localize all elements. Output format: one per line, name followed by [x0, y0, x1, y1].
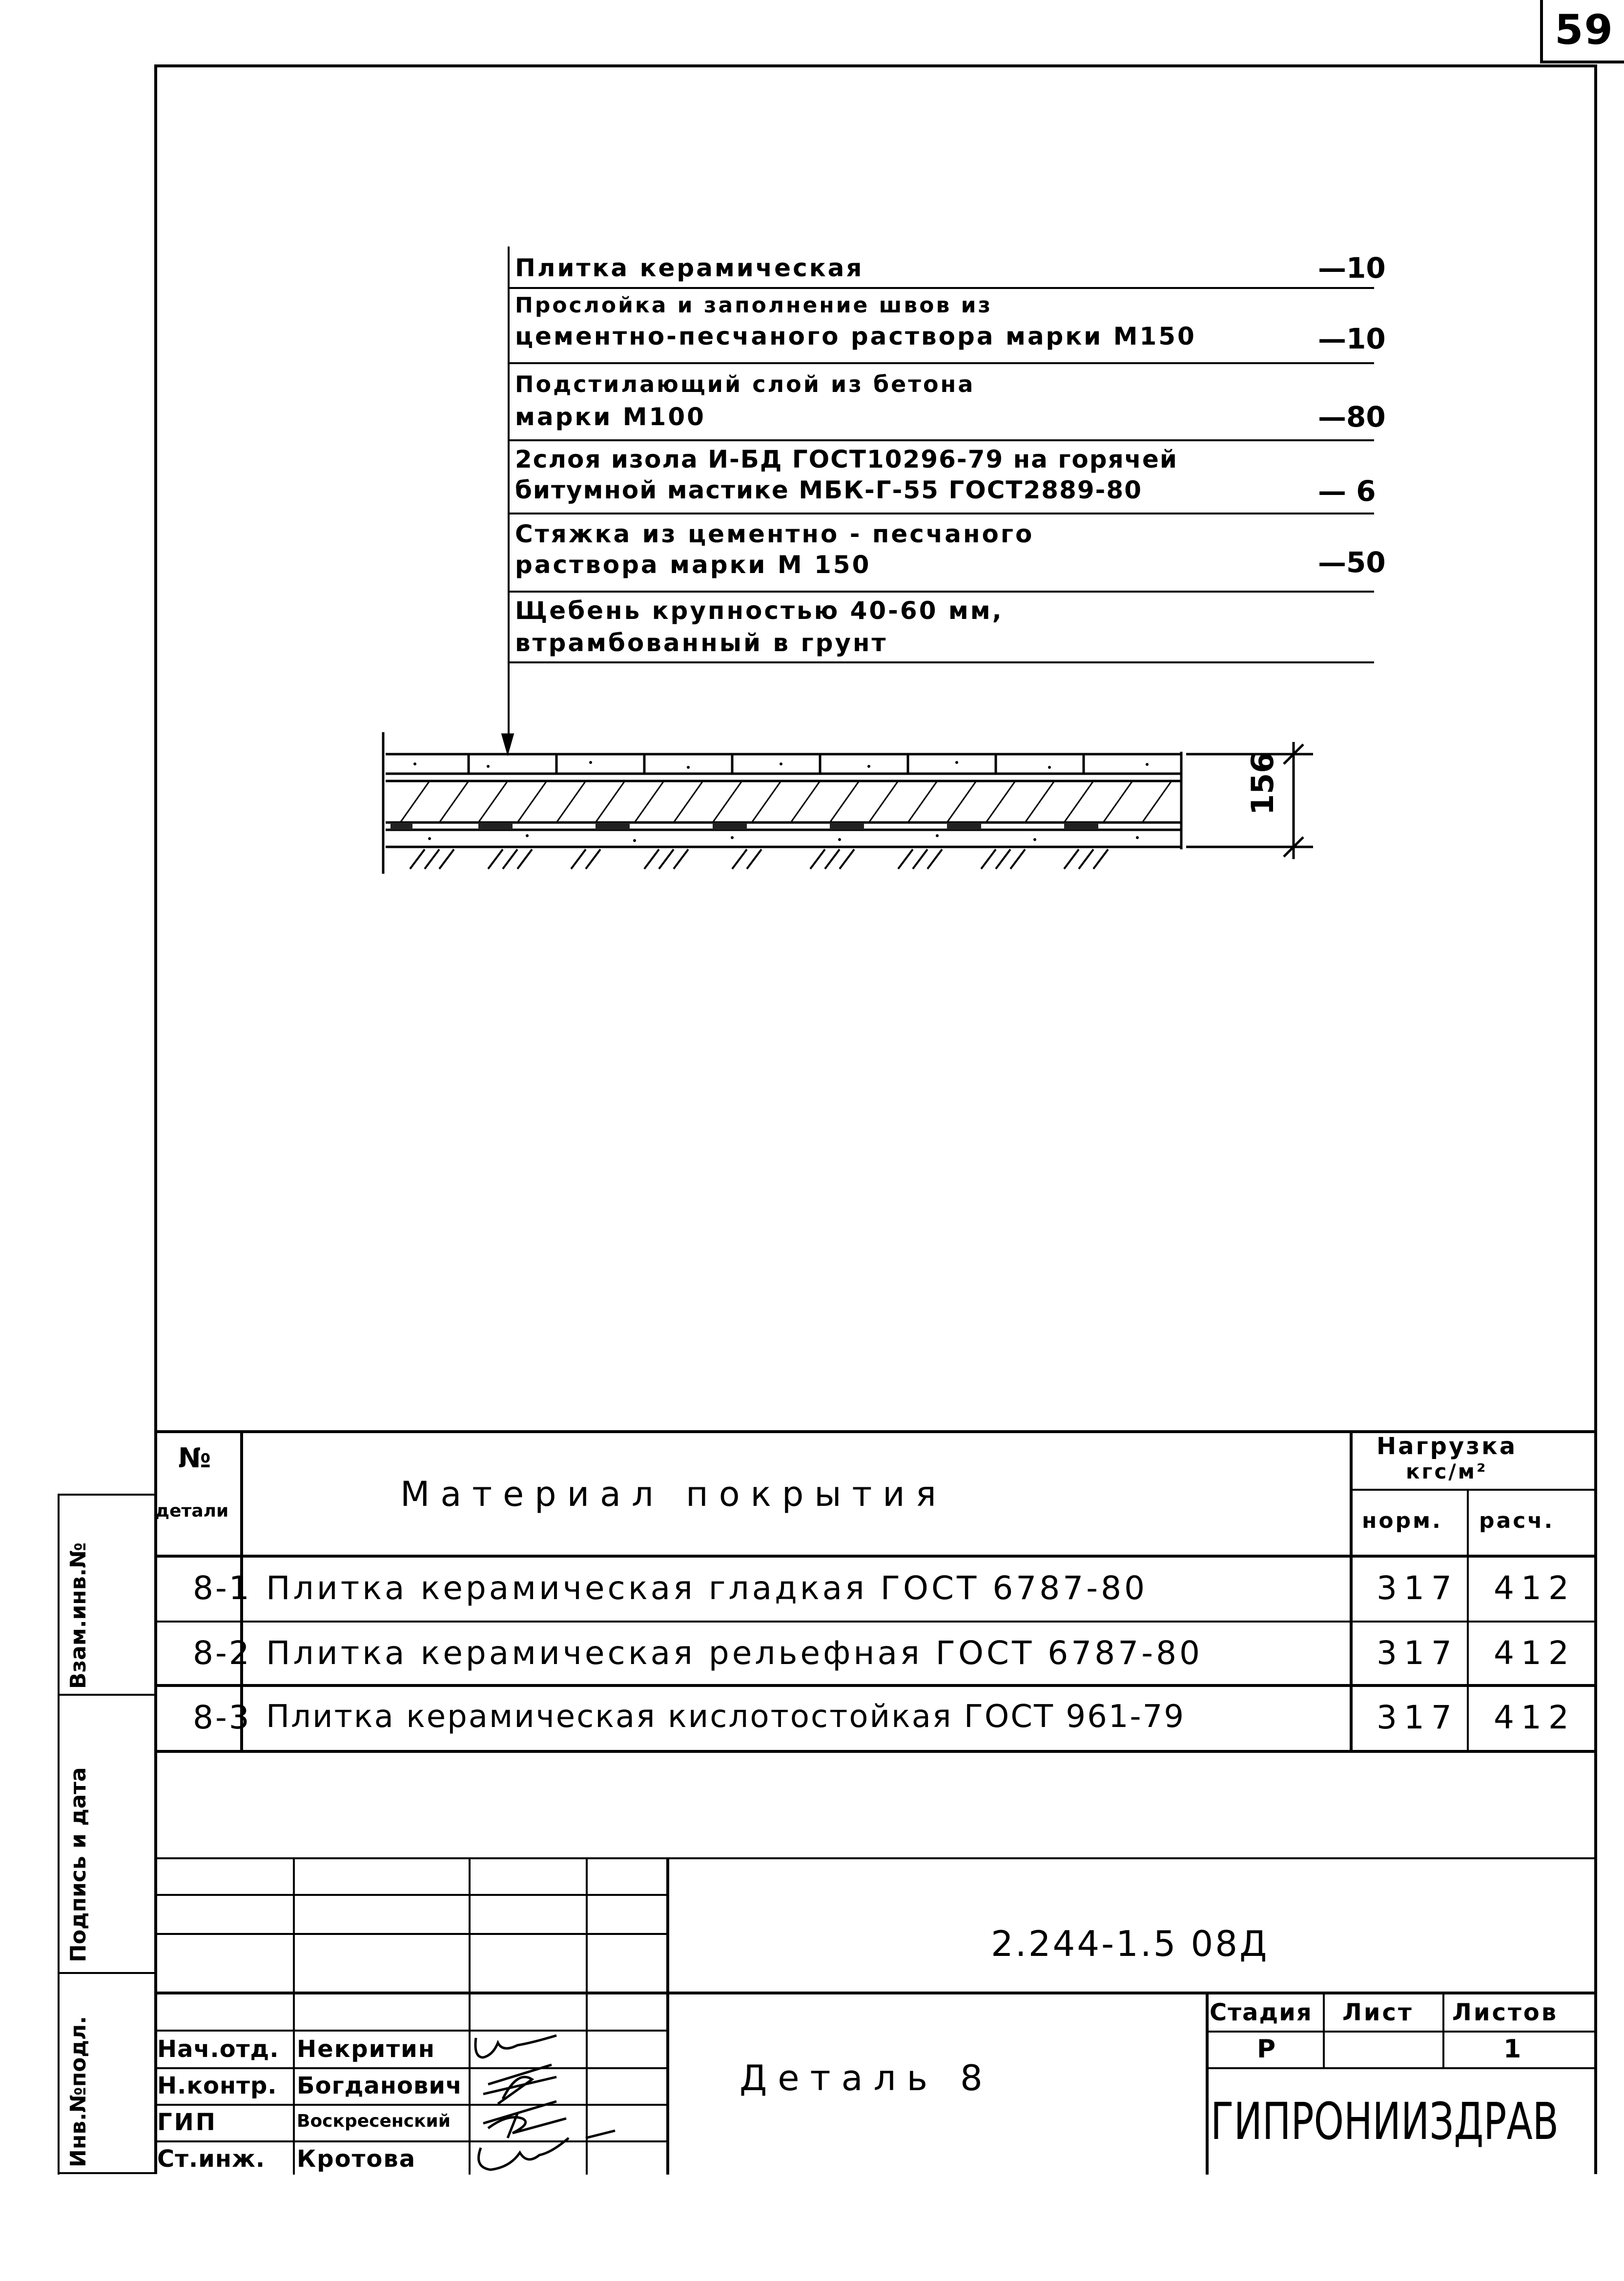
- side-label-signature-date: Подпись и дата: [66, 1767, 91, 1962]
- layer-4-label-line2: битумной мастике МБК-Г-55 ГОСТ2889-80: [515, 476, 1142, 504]
- signer-role: Ст.инж.: [157, 2145, 266, 2173]
- layer-4-thickness: — 6: [1318, 474, 1376, 508]
- layer-3-thickness: —80: [1318, 400, 1386, 433]
- layer-3-label-line2: марки М100: [515, 403, 706, 431]
- row-norm: 317: [1377, 1699, 1459, 1736]
- stage-label: Стадия: [1210, 1999, 1313, 2026]
- organization: ГИПРОНИИЗДРАВ: [1211, 2092, 1559, 2151]
- row-norm: 317: [1377, 1634, 1459, 1672]
- row-no: 8-3: [193, 1699, 251, 1736]
- side-label-inv-podl: Инв.№подл.: [66, 2016, 91, 2167]
- row-calc: 412: [1494, 1569, 1576, 1607]
- col-norm-header: норм.: [1362, 1508, 1442, 1533]
- sheets-label: Листов: [1452, 1999, 1559, 2026]
- layer-2-thickness: —10: [1318, 322, 1386, 355]
- layer-2-label-line1: Прослойка и заполнение швов из: [515, 293, 993, 318]
- layer-5-label-line2: раствора марки М 150: [515, 551, 871, 579]
- layer-1-label: Плитка керамическая: [515, 254, 864, 282]
- col-no-header-l2: детали: [155, 1501, 229, 1521]
- row-material: Плитка керамическая гладкая ГОСТ 6787-80: [266, 1569, 1148, 1607]
- col-calc-header: расч.: [1479, 1508, 1555, 1533]
- stage-value: Р: [1257, 2034, 1278, 2064]
- row-calc: 412: [1494, 1634, 1576, 1672]
- layer-5-thickness: —50: [1318, 546, 1386, 579]
- row-material: Плитка керамическая кислотостойкая ГОСТ 961-79: [266, 1699, 1186, 1735]
- col-load-header-l2: кгс/м²: [1406, 1459, 1488, 1483]
- page-number: 59: [1555, 6, 1614, 54]
- signer-role: Нач.отд.: [157, 2035, 279, 2063]
- row-calc: 412: [1494, 1699, 1576, 1736]
- row-no: 8-1: [193, 1569, 251, 1607]
- row-norm: 317: [1377, 1569, 1459, 1607]
- signer-name: Некритин: [297, 2035, 435, 2063]
- layer-3-label-line1: Подстилающий слой из бетона: [515, 371, 975, 397]
- layer-2-label-line2: цементно-песчаного раствора марки М150: [515, 322, 1196, 350]
- signature-4: [479, 2131, 616, 2170]
- document-code: 2.244-1.5 08Д: [991, 1923, 1269, 1964]
- col-no-header-l1: №: [178, 1442, 213, 1474]
- dimension-label: 156: [1245, 752, 1280, 815]
- layer-6-label-line2: втрамбованный в грунт: [515, 629, 888, 657]
- row-no: 8-2: [193, 1634, 251, 1672]
- side-label-vzam-inv: Взам.инв.№: [66, 1542, 91, 1689]
- sheets-value: 1: [1503, 2034, 1523, 2064]
- signer-name: Кротова: [297, 2145, 416, 2173]
- drawing-title: Деталь 8: [740, 2057, 993, 2098]
- signature-2: [483, 2065, 556, 2104]
- signer-role: Н.контр.: [157, 2072, 277, 2099]
- signer-name: Воскресенский: [297, 2111, 451, 2131]
- layer-4-label-line1: 2слоя изола И-БД ГОСТ10296-79 на горячей: [515, 445, 1178, 473]
- col-material-header: Материал покрытия: [400, 1474, 947, 1514]
- signer-role: ГИП: [157, 2109, 217, 2136]
- signer-name: Богданович: [297, 2072, 462, 2099]
- layer-5-label-line1: Стяжка из цементно - песчаного: [515, 520, 1034, 548]
- layer-6-label-line1: Щебень крупностью 40-60 мм,: [515, 596, 1004, 625]
- row-material: Плитка керамическая рельефная ГОСТ 6787-80: [266, 1634, 1203, 1672]
- col-load-header-l1: Нагрузка: [1377, 1433, 1518, 1460]
- sheet-label: Лист: [1342, 1999, 1414, 2026]
- layer-1-thickness: —10: [1318, 251, 1386, 285]
- signature-3: [483, 2101, 566, 2138]
- signature-1: [475, 2035, 556, 2057]
